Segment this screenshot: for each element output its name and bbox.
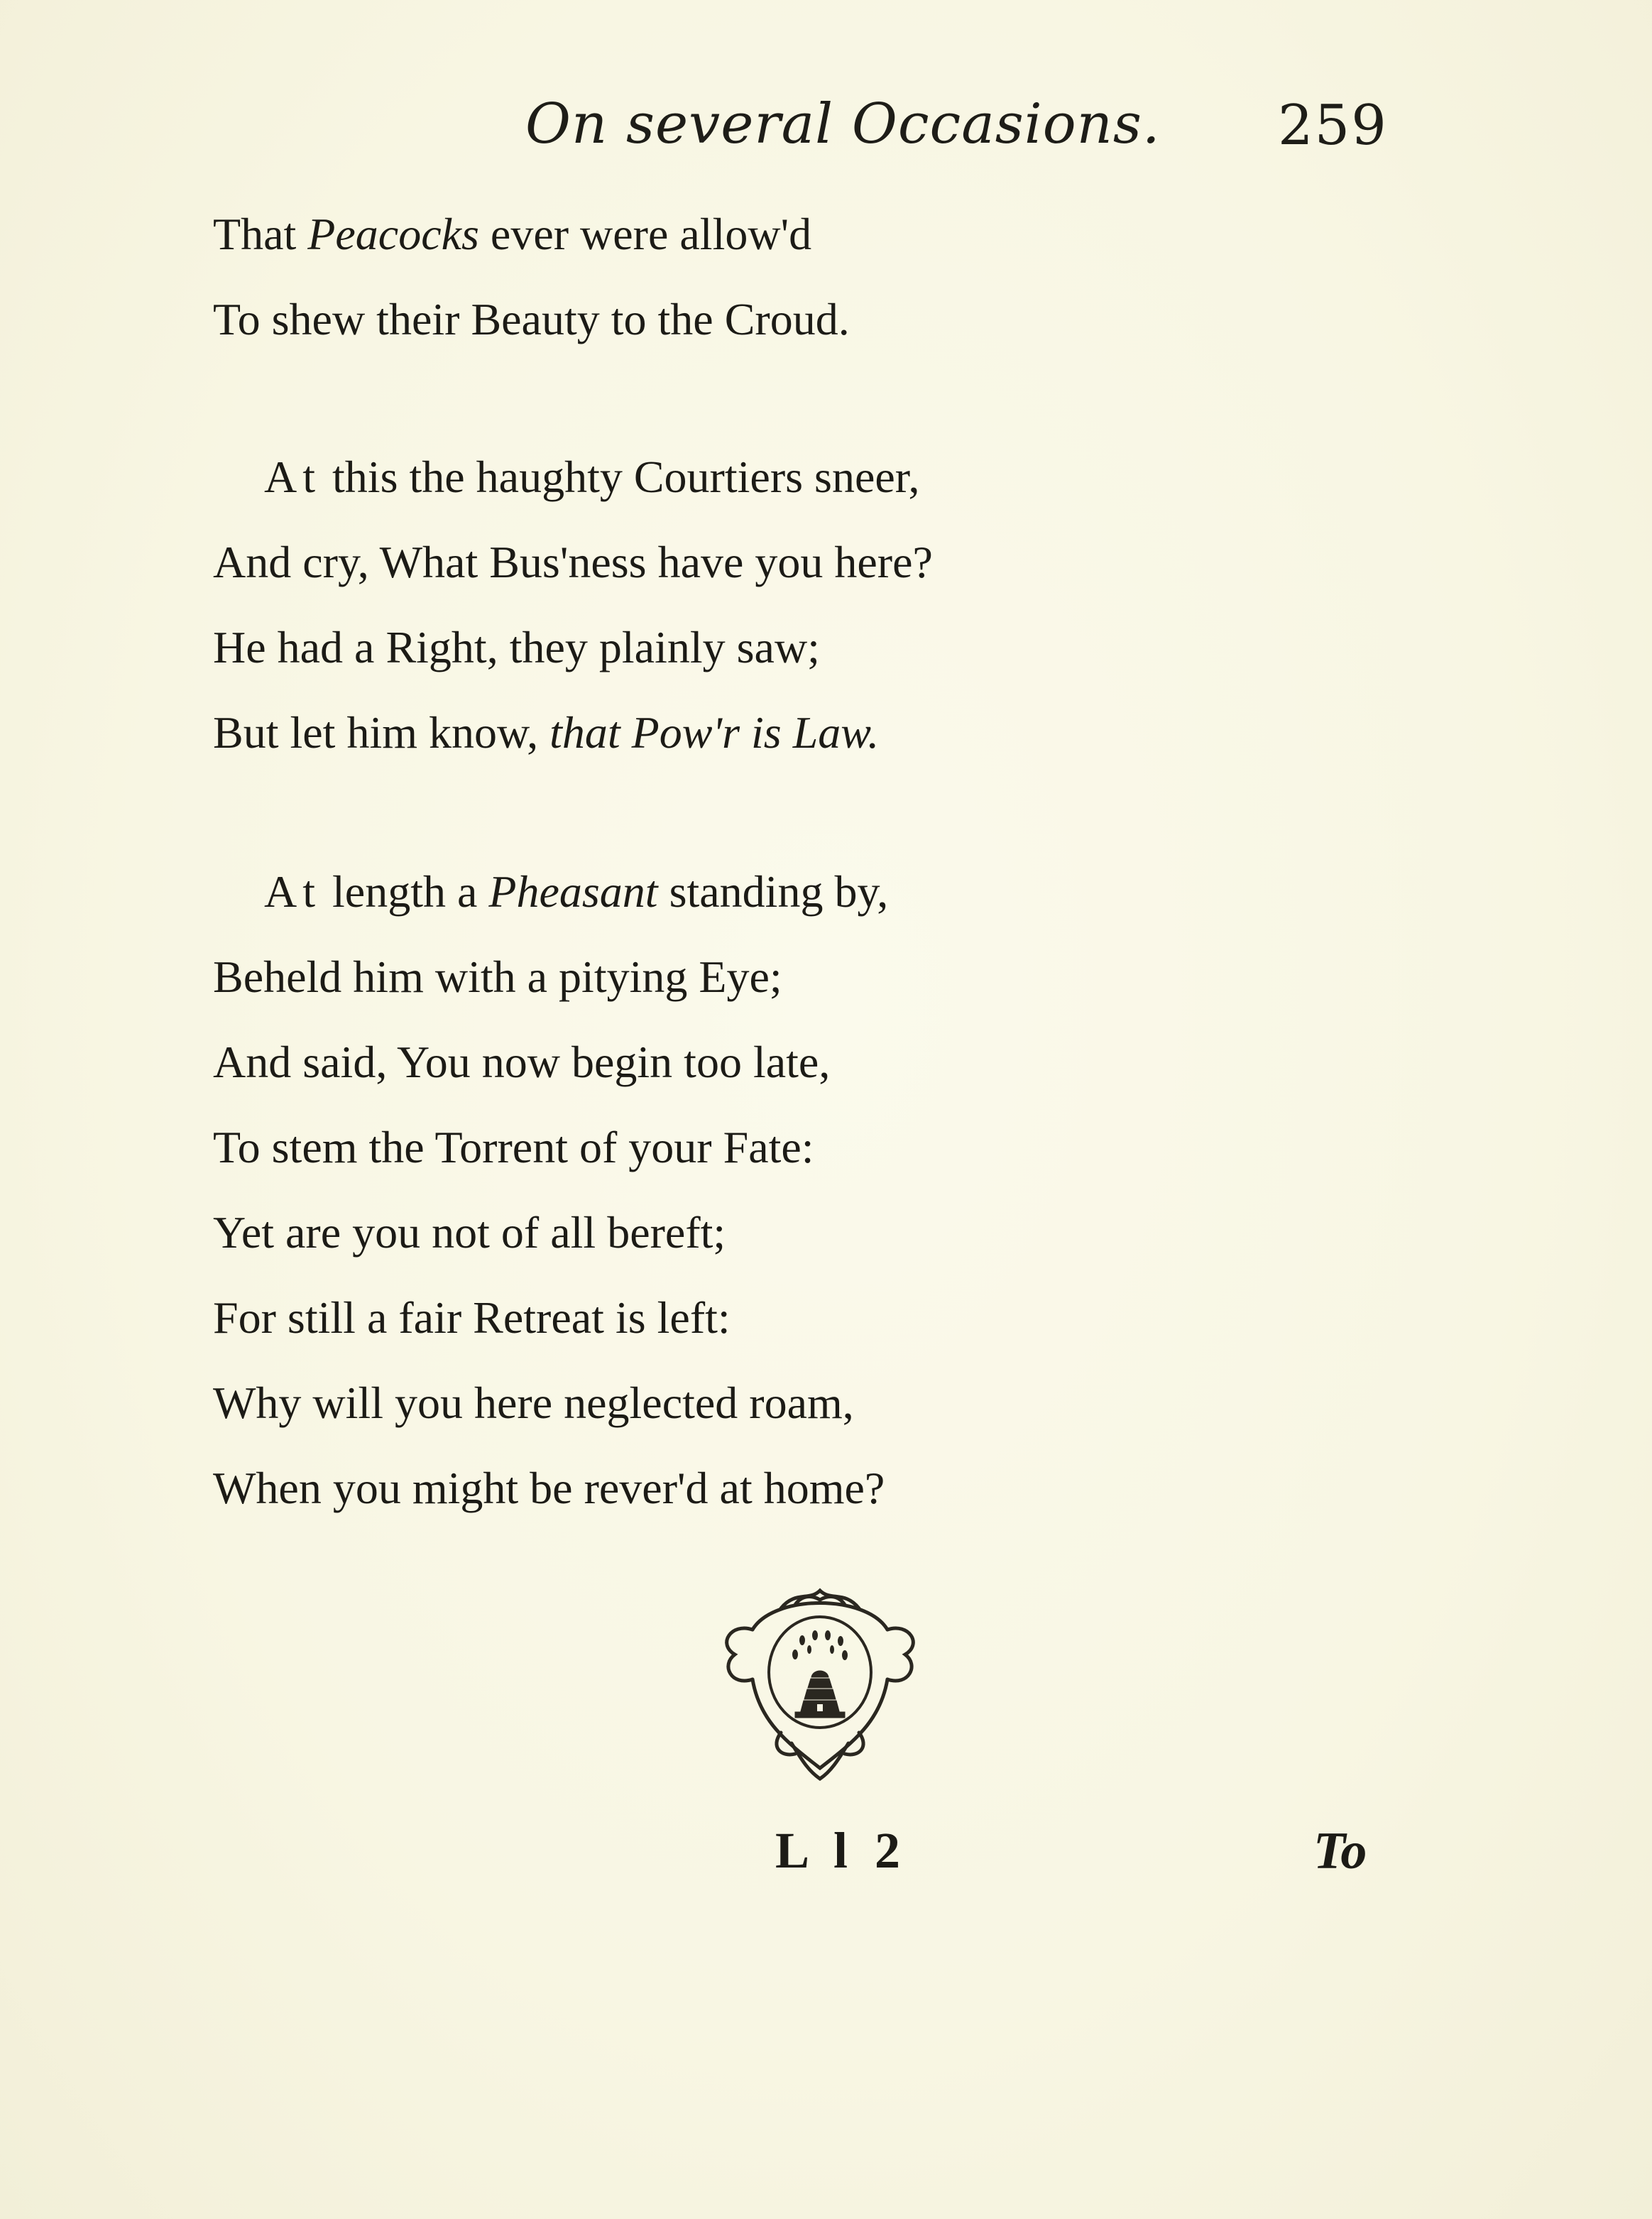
verse-line: That Peacocks ever were allow'd	[213, 209, 812, 259]
running-head: On several Occasions.	[525, 92, 1161, 156]
small-caps-opening: At	[264, 452, 321, 502]
verse-line: And said, You now begin too late,	[213, 1037, 831, 1087]
stanza-1	[213, 199, 1207, 369]
verse-line: Why will you here neglected roam,	[213, 1378, 854, 1428]
verse-line: At length a Pheasant standing by,	[264, 866, 889, 917]
signature-mark: L l 2	[775, 1822, 908, 1879]
catchword: To	[1313, 1822, 1367, 1880]
verse-line: To shew their Beauty to the Croud.	[213, 294, 850, 344]
stanza-3	[213, 856, 1207, 1538]
verse-line: He had a Right, they plainly saw;	[213, 622, 820, 672]
page-number: 259	[1278, 94, 1388, 158]
verse-line: Beheld him with a pitying Eye;	[213, 952, 782, 1002]
stanza-2	[213, 442, 1207, 783]
verse-line: For still a fair Retreat is left:	[213, 1292, 731, 1343]
small-caps-opening: At	[264, 866, 321, 917]
beehive-cartouche-icon	[703, 1580, 937, 1786]
verse-line: To stem the Torrent of your Fate:	[213, 1122, 814, 1172]
verse-line: But let him know, that Pow'r is Law.	[213, 707, 880, 758]
verse-line: And cry, What Bus'ness have you here?	[213, 537, 933, 587]
verse-line: When you might be rever'd at home?	[213, 1463, 885, 1513]
verse-line: At this the haughty Courtiers sneer,	[264, 452, 920, 502]
verse-line: Yet are you not of all bereft;	[213, 1207, 726, 1258]
